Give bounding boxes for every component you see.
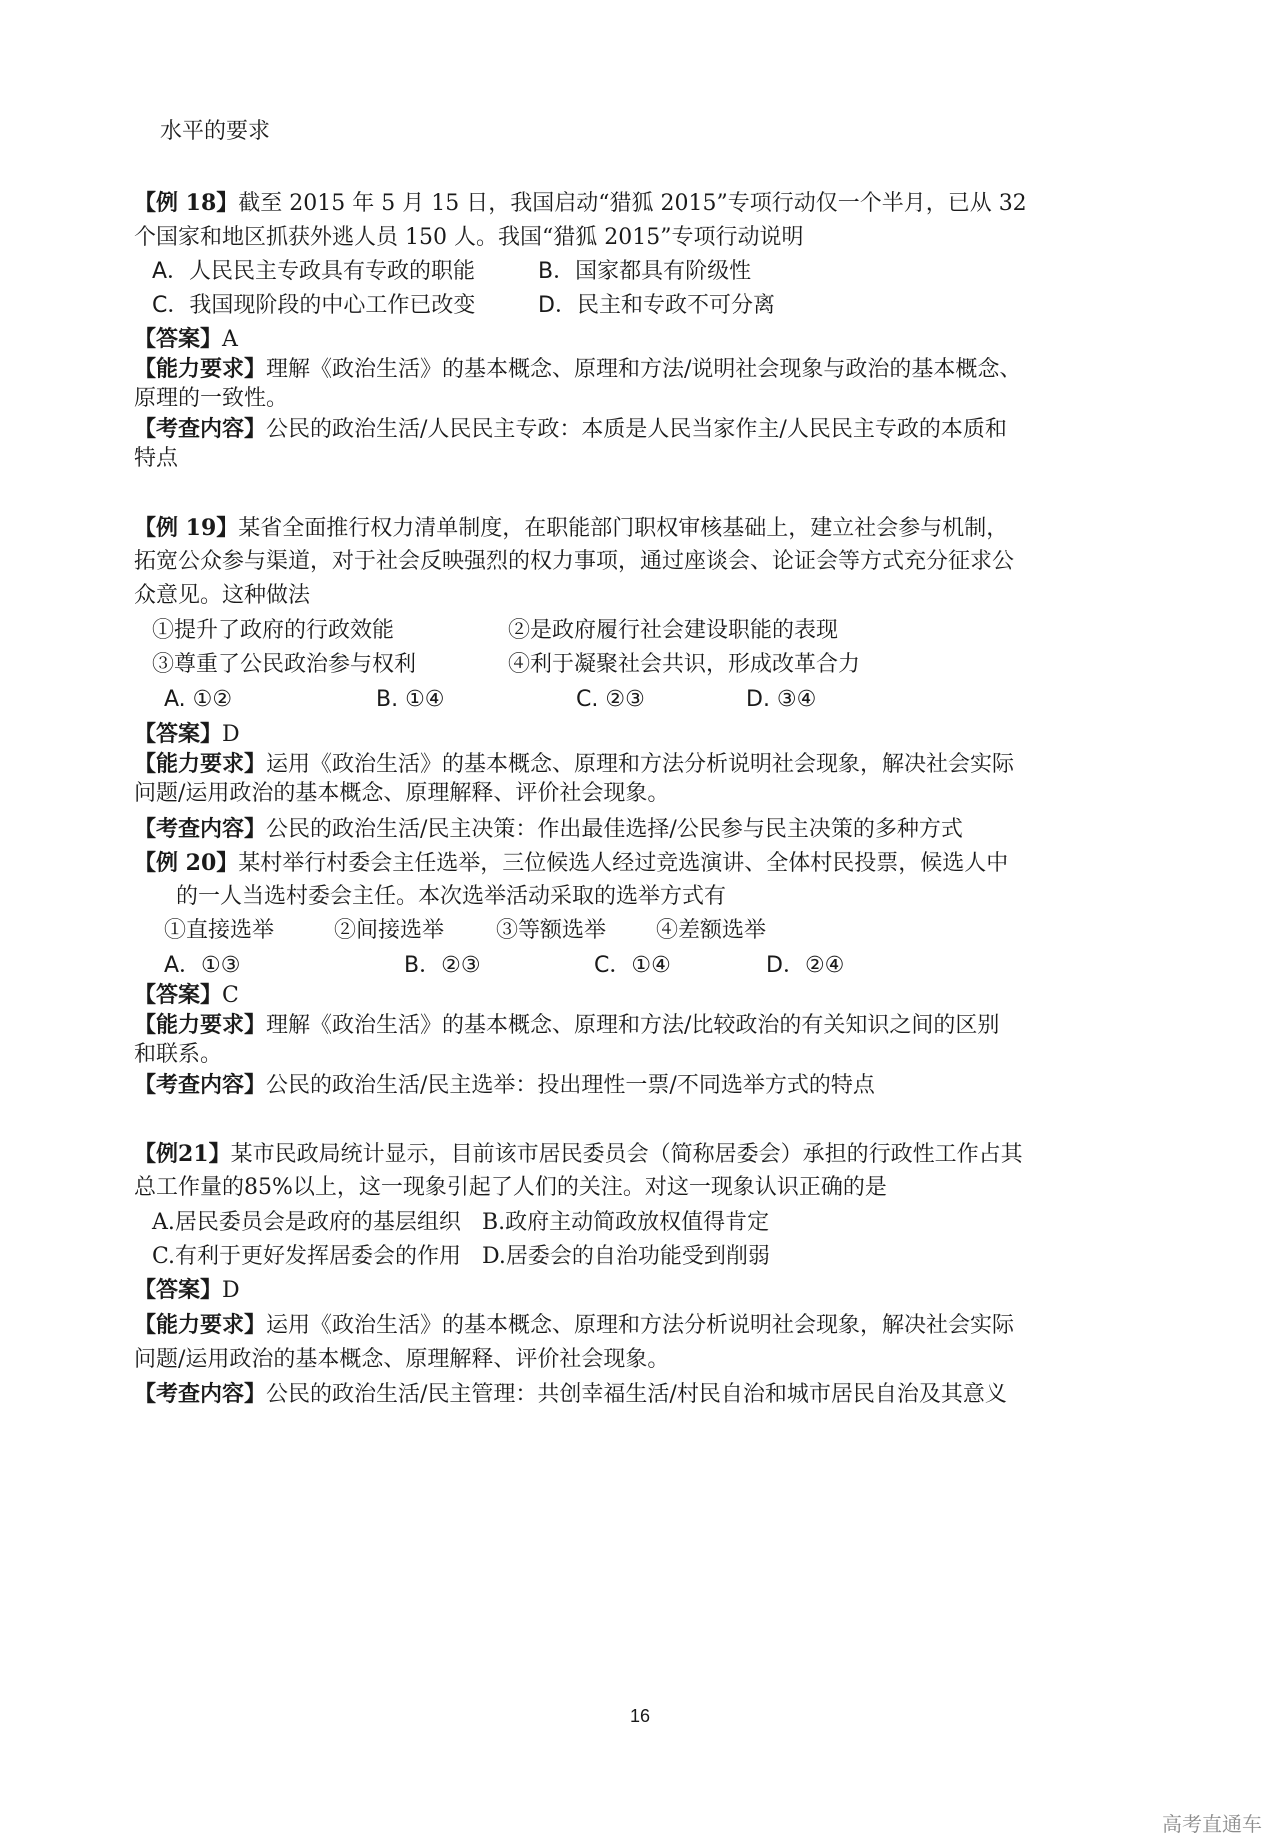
statement-1: ①提升了政府的行政效能	[152, 618, 395, 643]
ability-text: 理解《政治生活》的基本概念、原理和方法/说明社会现象与政治的基本概念、	[266, 357, 1022, 382]
statement-2: ②间接选举	[334, 918, 445, 943]
stem-text: 某市民政局统计显示，目前该市居民委员会（简称居委会）承担的行政性工作占其	[230, 1142, 1023, 1167]
continued-text: 水平的要求	[160, 119, 271, 144]
question-label: 【例 19】	[134, 515, 239, 541]
question-18-stem-line2: 个国家和地区抓获外逃人员 150 人。我国“猎狐 2015”专项行动说明	[134, 225, 804, 250]
question-18-stem-line1	[134, 189, 1027, 218]
answer-value: D	[222, 1278, 240, 1303]
answer-line	[134, 981, 239, 1010]
content-text: 公民的政治生活/民主决策：作出最佳选择/公民参与民主决策的多种方式	[266, 817, 963, 842]
question-20-stem-line1	[134, 849, 1008, 878]
content-label: 【考查内容】	[134, 416, 267, 442]
question-label: 【例21】	[134, 1141, 231, 1167]
answer-label: 【答案】	[134, 326, 223, 352]
answer-label: 【答案】	[134, 721, 223, 747]
option-d: D. ③④	[746, 687, 817, 712]
question-21-stem-line2: 总工作量的85%以上，这一现象引起了人们的关注。对这一现象认识正确的是	[134, 1175, 887, 1200]
option-b: B.政府主动简政放权值得肯定	[482, 1210, 770, 1235]
content-line1	[134, 815, 963, 844]
answer-label: 【答案】	[134, 982, 223, 1008]
option-d: D.居委会的自治功能受到削弱	[482, 1244, 770, 1269]
stem-text: 某省全面推行权力清单制度，在职能部门职权审核基础上，建立社会参与机制，	[238, 516, 1009, 541]
ability-label: 【能力要求】	[134, 1012, 267, 1038]
ability-text: 运用《政治生活》的基本概念、原理和方法分析说明社会现象，解决社会实际	[266, 752, 1015, 777]
question-label: 【例 18】	[134, 190, 239, 216]
ability-line1	[134, 1311, 1014, 1340]
page-number: 16	[629, 1706, 651, 1726]
content-text: 公民的政治生活/人民民主专政：本质是人民当家作主/人民民主专政的本质和	[266, 417, 1007, 442]
statement-3: ③尊重了公民政治参与权利	[152, 652, 417, 677]
option-c: C．我国现阶段的中心工作已改变	[152, 293, 476, 318]
content-label: 【考查内容】	[134, 816, 267, 842]
statement-2: ②是政府履行社会建设职能的表现	[508, 618, 839, 643]
answer-line	[134, 325, 238, 354]
ability-line1	[134, 750, 1014, 779]
question-20-stem-line2: 的一人当选村委会主任。本次选举活动采取的选举方式有	[176, 884, 727, 909]
statement-3: ③等额选举	[496, 918, 607, 943]
content-line1	[134, 415, 1007, 444]
ability-line1	[134, 1011, 999, 1040]
content-text: 公民的政治生活/民主管理：共创幸福生活/村民自治和城市居民自治及其意义	[266, 1382, 1007, 1407]
ability-text: 运用《政治生活》的基本概念、原理和方法分析说明社会现象，解决社会实际	[266, 1313, 1015, 1338]
ability-label: 【能力要求】	[134, 356, 267, 382]
question-19-stem-line2: 拓宽公众参与渠道，对于社会反映强烈的权力事项，通过座谈会、论证会等方式充分征求公	[134, 549, 1015, 574]
ability-label: 【能力要求】	[134, 751, 267, 777]
option-c: C. ②③	[576, 687, 645, 712]
content-label: 【考查内容】	[134, 1381, 267, 1407]
statement-4: ④利于凝聚社会共识，形成改革合力	[508, 652, 861, 677]
content-line2: 特点	[134, 446, 179, 471]
content-label: 【考查内容】	[134, 1072, 267, 1098]
option-d: D．②④	[766, 953, 845, 978]
option-b: B．②③	[404, 953, 481, 978]
option-b: B．国家都具有阶级性	[538, 259, 752, 284]
option-a: A．人民民主专政具有专政的职能	[152, 259, 476, 284]
answer-value: D	[222, 722, 240, 747]
content-text: 公民的政治生活/民主选举：投出理性一票/不同选举方式的特点	[266, 1073, 875, 1098]
question-19-stem-line3: 众意见。这种做法	[134, 583, 311, 608]
statement-4: ④差额选举	[656, 918, 767, 943]
question-label: 【例 20】	[134, 850, 239, 876]
watermark: 高考直通车	[1162, 1812, 1262, 1836]
ability-text: 理解《政治生活》的基本概念、原理和方法/比较政治的有关知识之间的区别	[266, 1013, 1000, 1038]
option-a: A. ①②	[164, 687, 233, 712]
ability-line2: 原理的一致性。	[134, 386, 289, 411]
option-c: C.有利于更好发挥居委会的作用	[152, 1244, 462, 1269]
answer-value: A	[222, 327, 238, 352]
answer-line	[134, 1276, 240, 1305]
option-b: B. ①④	[376, 687, 445, 712]
answer-line	[134, 720, 240, 749]
content-line1	[134, 1380, 1007, 1409]
stem-text: 某村举行村委会主任选举，三位候选人经过竞选演讲、全体村民投票，候选人中	[238, 851, 1009, 876]
content-line1	[134, 1071, 875, 1100]
statement-1: ①直接选举	[164, 918, 275, 943]
answer-label: 【答案】	[134, 1277, 223, 1303]
option-a: A．①③	[164, 953, 241, 978]
answer-value: C	[222, 983, 239, 1008]
question-19-stem-line1	[134, 514, 1008, 543]
option-a: A.居民委员会是政府的基层组织	[152, 1210, 461, 1235]
ability-line2: 问题/运用政治的基本概念、原理解释、评价社会现象。	[134, 781, 670, 806]
option-d: D．民主和专政不可分离	[538, 293, 775, 318]
ability-label: 【能力要求】	[134, 1312, 267, 1338]
ability-line2: 问题/运用政治的基本概念、原理解释、评价社会现象。	[134, 1347, 670, 1372]
ability-line1	[134, 355, 1021, 384]
stem-text: 截至 2015 年 5 月 15 日，我国启动“猎狐 2015”专项行动仅一个半月，已从 32	[238, 191, 1027, 216]
ability-line2: 和联系。	[134, 1042, 223, 1067]
option-c: C．①④	[594, 953, 671, 978]
question-21-stem-line1	[134, 1140, 1023, 1169]
